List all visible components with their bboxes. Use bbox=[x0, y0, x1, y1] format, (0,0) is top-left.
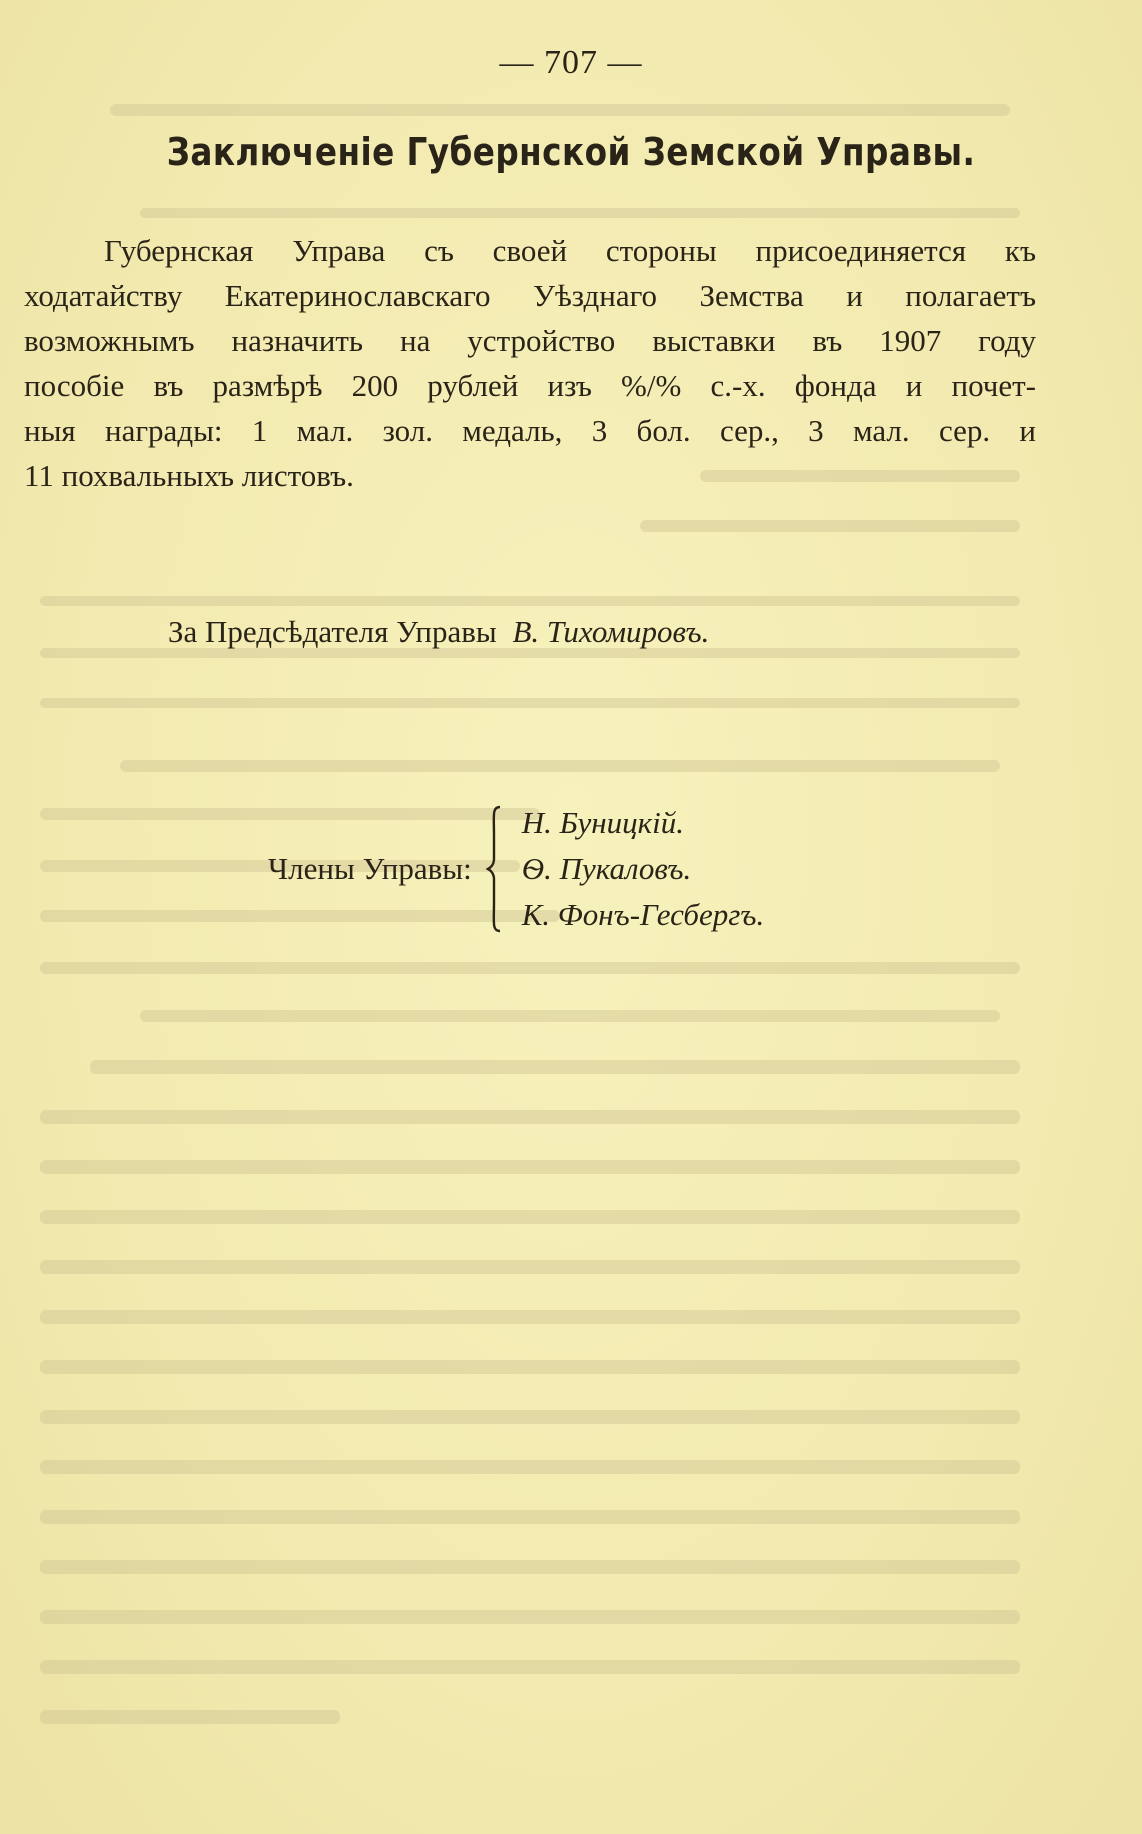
member-name: Н. Буницкій. bbox=[521, 805, 684, 840]
paragraph-line: Губернская Управа съ своей стороны присоединяется къ bbox=[104, 233, 1036, 268]
paragraph-line: пособіе въ размѣрѣ 200 рублей изъ %/% с.-х. фонда и почет- bbox=[24, 368, 1036, 403]
curly-brace-icon bbox=[486, 805, 504, 933]
signature-label: За Предсѣдателя Управы bbox=[168, 614, 497, 649]
paragraph-line: 11 похвальныхъ листовъ. bbox=[24, 458, 354, 493]
paragraph-line: ныя награды: 1 мал. зол. медаль, 3 бол. сер., 3 мал. сер. и bbox=[24, 413, 1036, 448]
chairman-signature bbox=[168, 614, 709, 650]
paragraph-line: ходатайству Екатеринославскаго Уѣзднаго Земства и полагаетъ bbox=[24, 278, 1036, 313]
board-members bbox=[268, 800, 764, 938]
page-number: — 707 — bbox=[499, 44, 643, 81]
section-title: Заключеніе Губернской Земской Управы. bbox=[166, 130, 976, 174]
signature-name: В. Тихомировъ. bbox=[512, 614, 710, 649]
members-label: Члены Управы: bbox=[268, 851, 472, 886]
members-list bbox=[522, 800, 765, 938]
member-name: Ѳ. Пукаловъ. bbox=[521, 851, 692, 886]
paragraph-line: возможнымъ назначить на устройство выставки въ 1907 году bbox=[24, 323, 1036, 358]
member-name: К. Фонъ-Гесбергъ. bbox=[521, 897, 765, 932]
main-paragraph bbox=[24, 228, 1036, 498]
